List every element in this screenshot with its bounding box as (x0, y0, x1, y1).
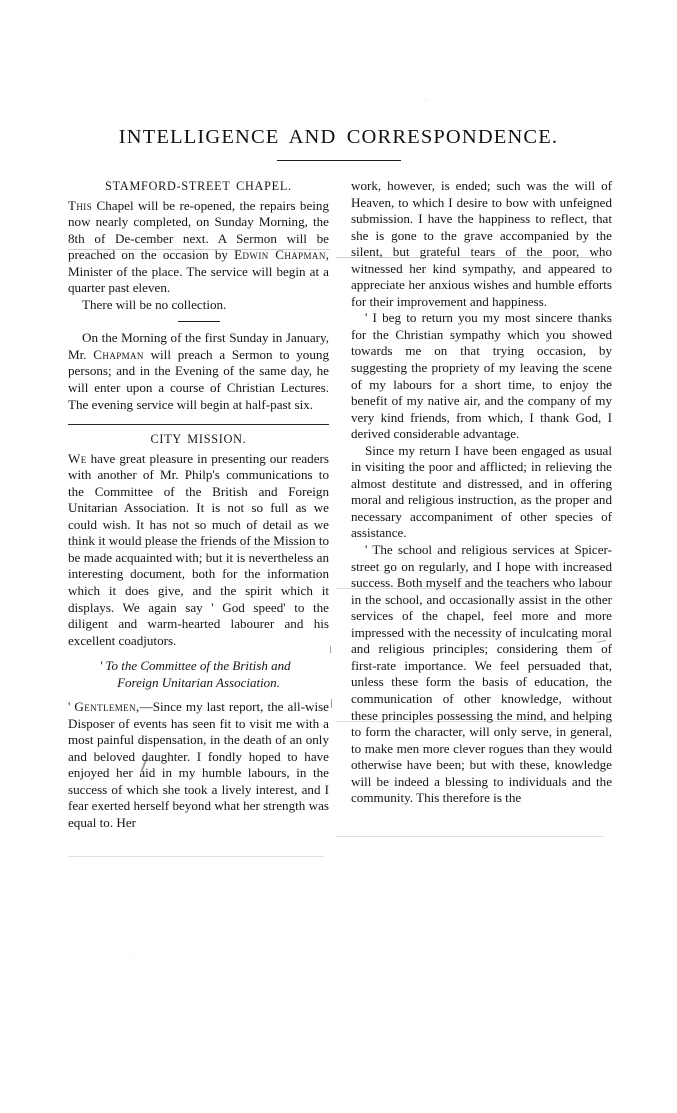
paragraph-january-sermon (68, 330, 329, 413)
masthead-divider (277, 160, 401, 161)
letter-addressee-line-2: Foreign Unitarian Association. (117, 674, 280, 690)
paragraph-continuation-work-ended: work, however, is ended; such was the will of Heaven, to which I desire to bow with unfeigned submission. I have the happiness to reflect, that she is gone to the grave accompanied by the silent, but grateful tears of the poor, who witnessed her kind sympathy, and appeared to appreciate her anxious wishes and humble efforts for their improvement and happiness. (351, 178, 612, 309)
smallcaps-salutation-gentlemen: Gentlemen, (74, 699, 140, 715)
section-divider-full (68, 424, 329, 425)
page-title: INTELLIGENCE AND CORRESPONDENCE. (118, 126, 559, 148)
scan-streak-left-3 (68, 856, 324, 857)
section-divider-short (178, 321, 220, 322)
section-heading-city-mission: CITY MISSION. (150, 432, 247, 447)
paragraph-city-mission-intro-text: have great pleasure in presenting our readers with another of Mr. Philp's communications to the Committee of the British and Foreign Unitarian Association. It is not so full as we could wish. It has not so much of detail as we think it would please the friends of the Mission to be made acquainted with; but it is nevertheless an interesting document, both for the information which it does give, and the spirit which it displays. We again say ' God speed' to the diligent and warm-hearted labourer and his excellent coadjutors. (68, 450, 329, 648)
paragraph-thanks-for-sympathy: ' I beg to return you my most sincere thanks for the Christian sympathy which you showed towards me on that trying occasion, by suggesting the propriety of my leaving the scene of my labours for a short time, to enjoy the benefit of my native air, and the company of my very kind friends, from which, I thank God, I derived considerable advantage. (351, 310, 612, 442)
paragraph-january-sermon-a: On the Morning of the first Sunday in January, Mr. (68, 330, 329, 362)
section-heading-stamford-street-chapel: STAMFORD-STREET CHAPEL. (105, 179, 292, 193)
paragraph-january-sermon-b: will preach a Sermon to young persons; and in the Evening of the same day, he will enter upon a course of Christian Lectures. The evening service will begin at half-past six. (68, 346, 329, 412)
smallcaps-lead-we: We (68, 450, 87, 466)
paragraph-chapel-reopening-text: Chapel will be re-opened, the repairs being now nearly completed, on Sunday Morning, the 8th of De-cember next. A Sermon will be preached on the occasion by (68, 197, 329, 263)
smallcaps-name-edwin-chapman: Edwin Chapman (234, 247, 326, 263)
scan-streak-right-4 (336, 836, 604, 837)
letter-addressee-line-1: ' To the Committee of the British and (99, 658, 291, 674)
letter-addressee (68, 658, 329, 691)
paragraph-letter-opening (68, 699, 329, 831)
paragraph-no-collection: There will be no collection. (82, 296, 227, 312)
masthead (0, 126, 677, 161)
smallcaps-lead-this: This (68, 197, 93, 213)
paragraph-city-mission-intro (68, 451, 329, 650)
paragraph-since-my-return: Since my return I have been engaged as usual in visiting the poor and afflicted; in relieving the almost destitute and distressed, and in offering moral and religious instruction, as the proper and necessary accompaniment of other species of assistance. (351, 442, 612, 541)
two-column-body (68, 178, 613, 831)
paragraph-chapel-reopening (68, 198, 329, 297)
left-column (68, 178, 329, 831)
paragraph-school-spicer-street: ' The school and religious services at Spicer-street go on regularly, and I hope with increased success. Both myself and the teachers who labour in the school, and occasionally assist in the other services of the chapel, feel more and more impressed with the necessity of inculcating moral and religious principles; considering them of first-rate importance. We feel persuaded that, unless these form the basis of education, the communication of other knowledge, without these principles possessing the mind, and helping to form the character, will only serve, in general, to make men more clever rogues than they would otherwise have been; but with these, knowledge will be indeed a blessing to individuals and the community. This therefore is the (351, 542, 612, 806)
smallcaps-name-chapman: Chapman (93, 346, 144, 362)
right-column (351, 178, 612, 831)
letter-open-quote: ' (68, 699, 75, 715)
paragraph-chapel-reopening-tail: , Minister of the place. The service will begin at a quarter past eleven. (68, 247, 330, 296)
paragraph-letter-opening-text: —Since my last report, the all-wise Disposer of events has seen fit to visit me with a most painful dispensation, in the death of an only and beloved daughter. I fondly hoped to have enjoyed her aid in my humble labours, in the success of which she took a lively interest, and I fear exerted herself beyond what her strength was equal to. Her (68, 699, 329, 830)
